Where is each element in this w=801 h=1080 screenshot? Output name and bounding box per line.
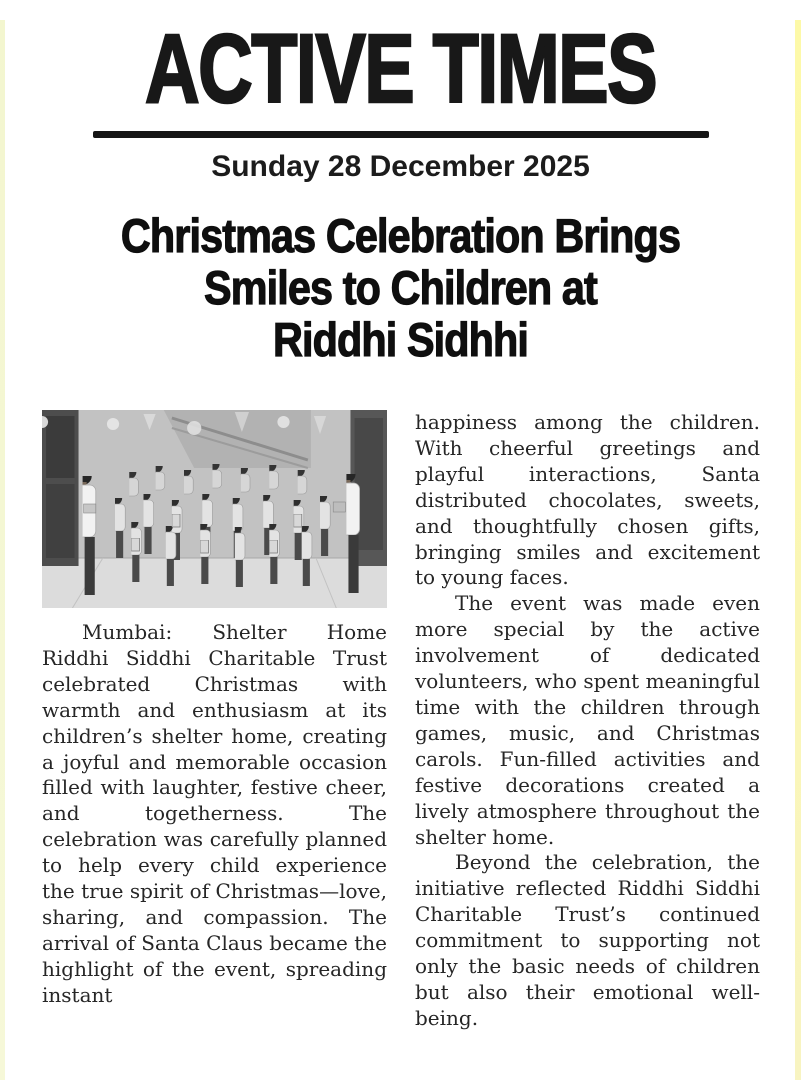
paragraph-left-1: Mumbai: Shelter Home Riddhi Siddhi Charitable Trust celebrated Christmas with warmth and enthusiasm at its children’s shelter home, creating a joyful and memorable occasion filled with laughter, festive cheer, and togetherness. The celebration was carefully planned to help every child experience the true spirit of Christmas—love, sharing, and compassion. The arrival of Santa Claus became the highlight of the event, spreading instant: [42, 620, 387, 1007]
article-body: [0, 410, 801, 1032]
headline-line-2: Smiles to Children at: [204, 261, 597, 314]
paragraph-right-2: The event was made even more special by the active involvement of dedicated volunteers, who spent meaningful time with the children through games, music, and Christmas carols. Fun-filled activities and festive decorations created a lively atmosphere throughout the shelter home.: [415, 591, 760, 849]
paragraph-right-3: Beyond the celebration, the initiative reflected Riddhi Siddhi Charitable Trust’s continued commitment to supporting not only the basic needs of children but also their emotional well-being.: [415, 850, 760, 1030]
children-group-photo-illustration: [42, 410, 387, 608]
headline-line-1: Christmas Celebration Brings: [120, 209, 681, 262]
right-column: [415, 410, 760, 1032]
masthead-rule: [93, 131, 709, 138]
masthead: [0, 14, 801, 123]
left-column: [42, 410, 387, 1032]
dateline: Sunday 28 December 2025: [211, 150, 590, 183]
scan-edge-left: [0, 20, 5, 1080]
paragraph-right-1: happiness among the children. With cheerful greetings and playful interactions, Santa distributed chocolates, sweets, and thoughtfully chosen gifts, bringing smiles and excitement to young faces.: [415, 410, 760, 590]
scan-edge-right: [795, 20, 801, 1080]
article-photo: [42, 410, 387, 608]
masthead-title: ACTIVE TIMES: [145, 14, 656, 123]
newspaper-page: [0, 14, 801, 1080]
headline-line-3: Riddhi Sidhhi: [272, 313, 529, 366]
article-headline: [48, 210, 753, 366]
